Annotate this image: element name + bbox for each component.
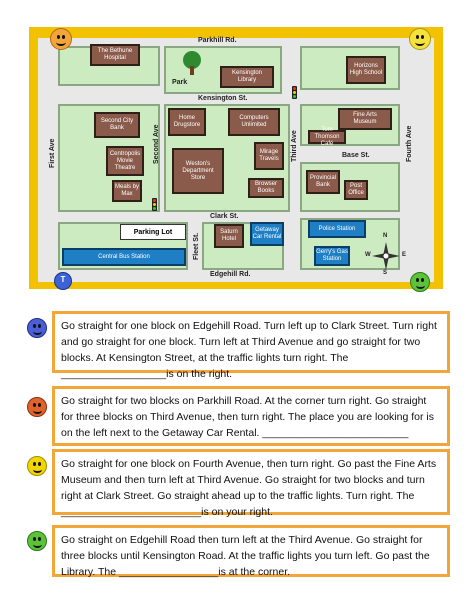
horizons-high-school: Horizons High School <box>346 56 386 84</box>
bethune-hospital: The Bethune Hospital <box>90 44 140 66</box>
exercise-1 <box>52 311 450 380</box>
park-label: Park <box>172 79 188 86</box>
meals-by-max: Meals by Max <box>112 180 142 202</box>
exercise-3-blank[interactable]: ________________________ <box>61 506 202 518</box>
compass-e: E <box>402 252 407 258</box>
saturn-hotel: Saturn Hotel <box>214 224 244 248</box>
post-office: Post Office <box>344 180 368 200</box>
parking-lot: Parking Lot <box>120 224 186 240</box>
exercise-1-text: Go straight for one block on Edgehill Road. Turn left up to Clark Street. Turn right and go straight for one block. Turn left at Third Avenue and go straight for two blocks. At Kensington Street, at the traffic lights turn right. The <box>61 320 437 364</box>
green-smiley-icon <box>410 272 430 292</box>
orange-smiley-icon <box>27 397 47 417</box>
fine-arts-museum: Fine Arts Museum <box>338 108 392 130</box>
road-edgehill: Edgehill Rd. <box>210 271 251 278</box>
road-fleet: Fleet St. <box>193 232 200 260</box>
start-marker-label: T <box>60 275 66 284</box>
computers-unlimited: Computers Unlimited <box>228 108 280 136</box>
compass-s: S <box>383 270 388 276</box>
central-bus-station: Central Bus Station <box>62 248 186 266</box>
movie-theatre: Centropolis Movie Theatre <box>106 146 144 176</box>
road-fourth-ave: Fourth Ave <box>406 125 413 162</box>
exercise-4 <box>52 525 450 577</box>
road-parkhill: Parkhill Rd. <box>198 37 237 44</box>
exercise-2-blank[interactable]: _________________________ <box>262 427 409 439</box>
traffic-light-icon <box>152 198 157 211</box>
exercise-3-after: is on your right. <box>201 506 273 518</box>
yellow-smiley-icon <box>27 456 47 476</box>
browser-books: Browser Books <box>248 178 284 198</box>
green-smiley-icon <box>27 531 47 551</box>
compass-n: N <box>383 233 388 239</box>
road-first-ave: First Ave <box>49 138 56 168</box>
tom-thomson-cafe: Tom Thomson Café <box>308 130 346 144</box>
traffic-light-icon <box>292 86 297 99</box>
police-station: Police Station <box>308 220 366 238</box>
exercise-4-text: Go straight on Edgehill Road then turn left at the Third Avenue. Go straight for three blocks until Kensington Road. At the traffic lights you turn left. Go past the Library. The <box>61 534 430 578</box>
yellow-smiley-icon <box>409 28 431 50</box>
compass-w: W <box>365 252 371 258</box>
provincial-bank: Provincial Bank <box>306 170 340 194</box>
exercise-3 <box>52 449 450 518</box>
mirage-travels: Mirage Travels <box>254 142 284 170</box>
exercise-4-blank[interactable]: _________________ <box>118 566 219 578</box>
blue-start-marker-icon <box>54 272 72 290</box>
road-kensington: Kensington St. <box>198 95 248 102</box>
exercise-2 <box>52 386 450 446</box>
road-base: Base St. <box>342 152 370 159</box>
compass-icon <box>368 238 407 274</box>
road-third-ave: Third Ave <box>291 130 298 162</box>
park-tree-icon <box>178 50 206 76</box>
getaway-car-rental: Getaway Car Rental <box>250 222 284 246</box>
second-city-bank: Second City Bank <box>94 112 140 138</box>
gerrys-gas-station: Gerry's Gas Station <box>314 246 350 266</box>
map-street-grid <box>38 38 434 282</box>
road-second-ave: Second Ave <box>153 124 160 164</box>
orange-smiley-icon <box>50 28 72 50</box>
home-drugstore: Home Drugstore <box>168 108 206 136</box>
exercise-3-text: Go straight for one block on Fourth Avenue, then turn right. Go past the Fine Arts Museum and then turn left at Third Avenue. Go straight for two blocks and turn right at Clark Street. Go straight ahead up to the traffic lights. Turn right. The <box>61 458 437 502</box>
exercise-1-after: is on the right. <box>166 368 233 380</box>
westons-department-store: Weston's Department Store <box>172 148 224 194</box>
exercise-1-blank[interactable]: __________________ <box>61 368 167 380</box>
exercise-4-after: is at the corner. <box>218 566 291 578</box>
blue-smiley-icon <box>27 318 47 338</box>
exercise-2-text: Go straight for two blocks on Parkhill Road. At the corner turn right. Go straight for three blocks on Third Avenue, then turn right. The place you are looking for is on the left next to the Getaway Car Rental. <box>61 395 434 439</box>
road-clark: Clark St. <box>210 213 239 220</box>
kensington-library: Kensington Library <box>220 66 274 88</box>
